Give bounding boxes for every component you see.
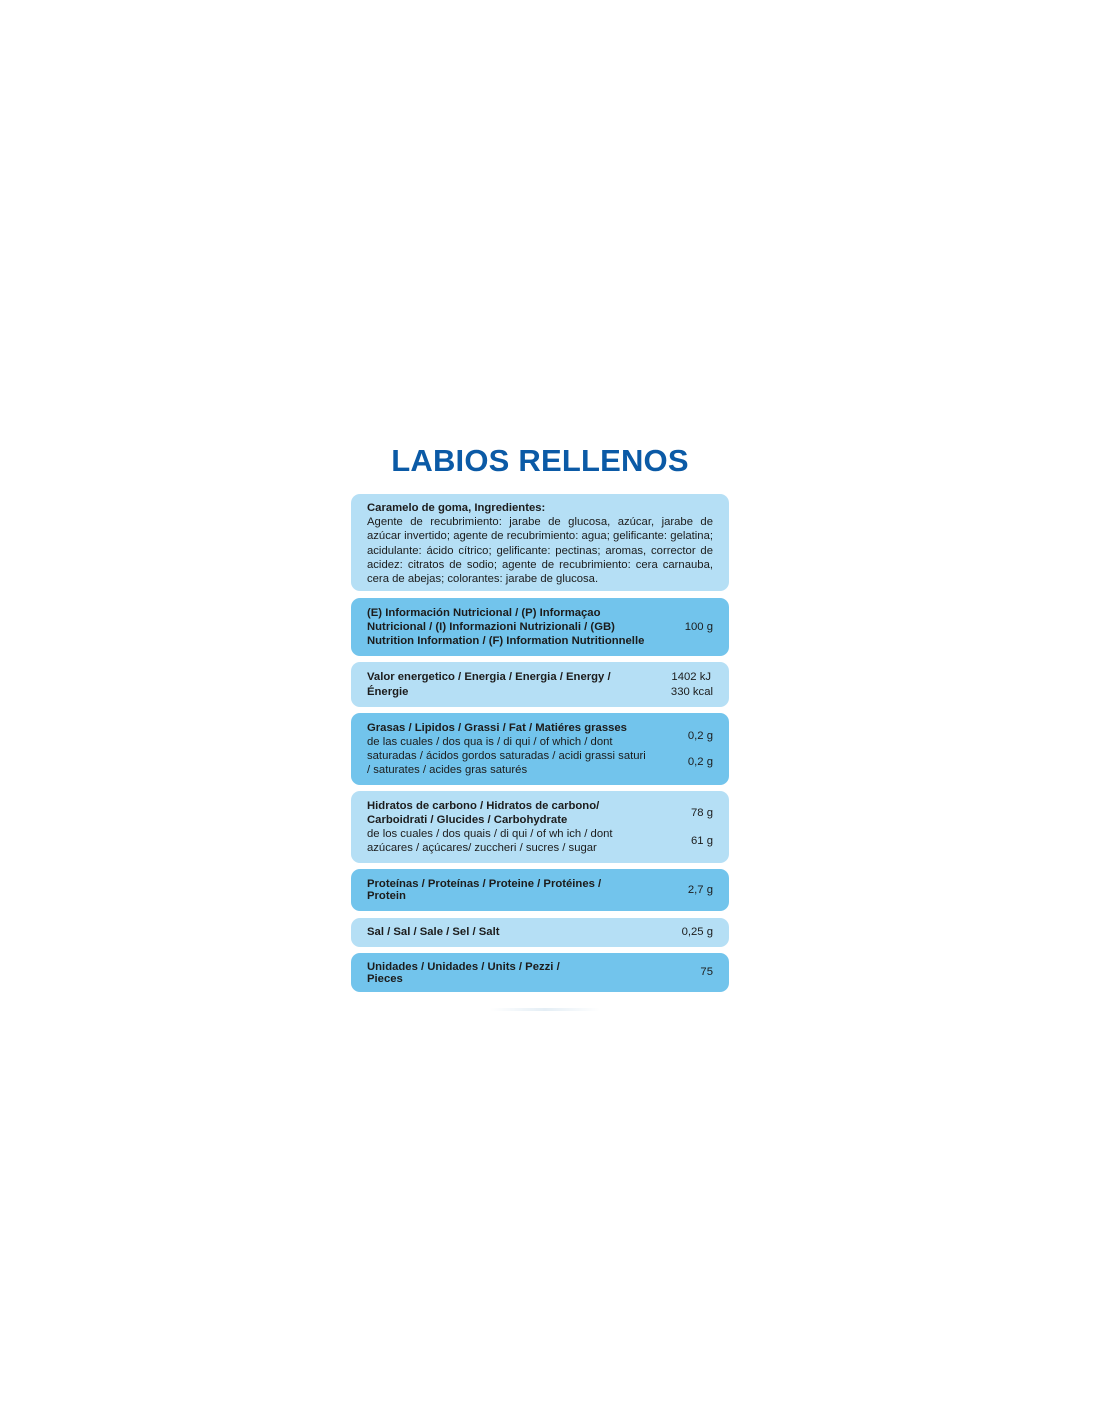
units-box [351,953,729,992]
fat-label: Grasas / Lipidos / Grassi / Fat / Matiéres grasses [367,721,627,734]
nutrition-header-line1: (E) Información Nutricional / (P) Informaçao [367,606,601,619]
energy-label-line2: Énergie [367,685,409,698]
sugars-label-line1: de los cuales / dos quais / di qui / of wh ich / dont [367,828,613,840]
fat-value: 0,2 g [687,729,713,742]
units-label-line1: Unidades / Unidades / Units / Pezzi / [367,960,560,973]
energy-kcal-value: 330 kcal [670,685,713,698]
salt-value: 0,25 g [681,926,713,939]
bottom-divider [490,1008,600,1011]
carbohydrate-box [351,791,729,863]
protein-label-line1: Proteínas / Proteínas / Proteine / Protéines / [367,878,602,890]
units-label-line2: Pieces [367,972,403,985]
fat-box [351,713,729,785]
energy-kj-value: 1402 kJ [671,671,711,684]
reference-quantity: 100 g [684,620,713,633]
nutrition-header-line3: Nutrition Information / (F) Information Nutritionnelle [367,635,645,648]
fat-sub-line2: saturadas / ácidos gordos saturadas / acidi grassi saturi [367,750,646,762]
sugars-label-line2: azúcares / açúcares/ zuccheri / sucres / sugar [367,842,597,855]
salt-box [351,918,729,947]
protein-value: 2,7 g [687,883,713,896]
carbohydrate-value: 78 g [691,806,713,819]
protein-box [351,869,729,911]
salt-label: Sal / Sal / Sale / Sel / Salt [367,926,500,939]
saturates-value: 0,2 g [687,755,713,768]
energy-label-line1: Valor energetico / Energia / Energia / Energy / [367,671,611,684]
fat-sub-line3: / saturates / acides gras saturés [367,764,528,777]
carbohydrate-label-line1: Hidratos de carbono / Hidratos de carbono/ [367,799,600,812]
ingredients-box [351,494,729,591]
sugars-value: 61 g [691,834,713,847]
nutrition-header-line2: Nutricional / (I) Informazioni Nutrizionali / (GB) [367,620,615,633]
protein-label-line2: Protein [367,890,406,902]
ingredients-text: Agente de recubrimiento: jarabe de glucosa, azúcar, jarabe de azúcar invertido; agente de recubrimiento: agua; gelificante: gelatina; acidulante: ácido cítrico; gelificante: pectinas; aromas, corrector de acidez: citratos de sodio; agente de recubrimiento: cera carnauba, cera de abejas; colorantes: jarabe de glucosa. [367,516,713,586]
nutrition-header-box [351,598,729,656]
energy-box [351,662,729,707]
product-title: LABIOS RELLENOS [391,443,689,478]
carbohydrate-label-line2: Carboidrati / Glucides / Carbohydrate [367,813,568,826]
units-value: 75 [700,966,713,979]
fat-sub-line1: de las cuales / dos qua is / di qui / of which / dont [367,735,613,748]
ingredients-heading: Caramelo de goma, Ingredientes: [367,502,546,514]
